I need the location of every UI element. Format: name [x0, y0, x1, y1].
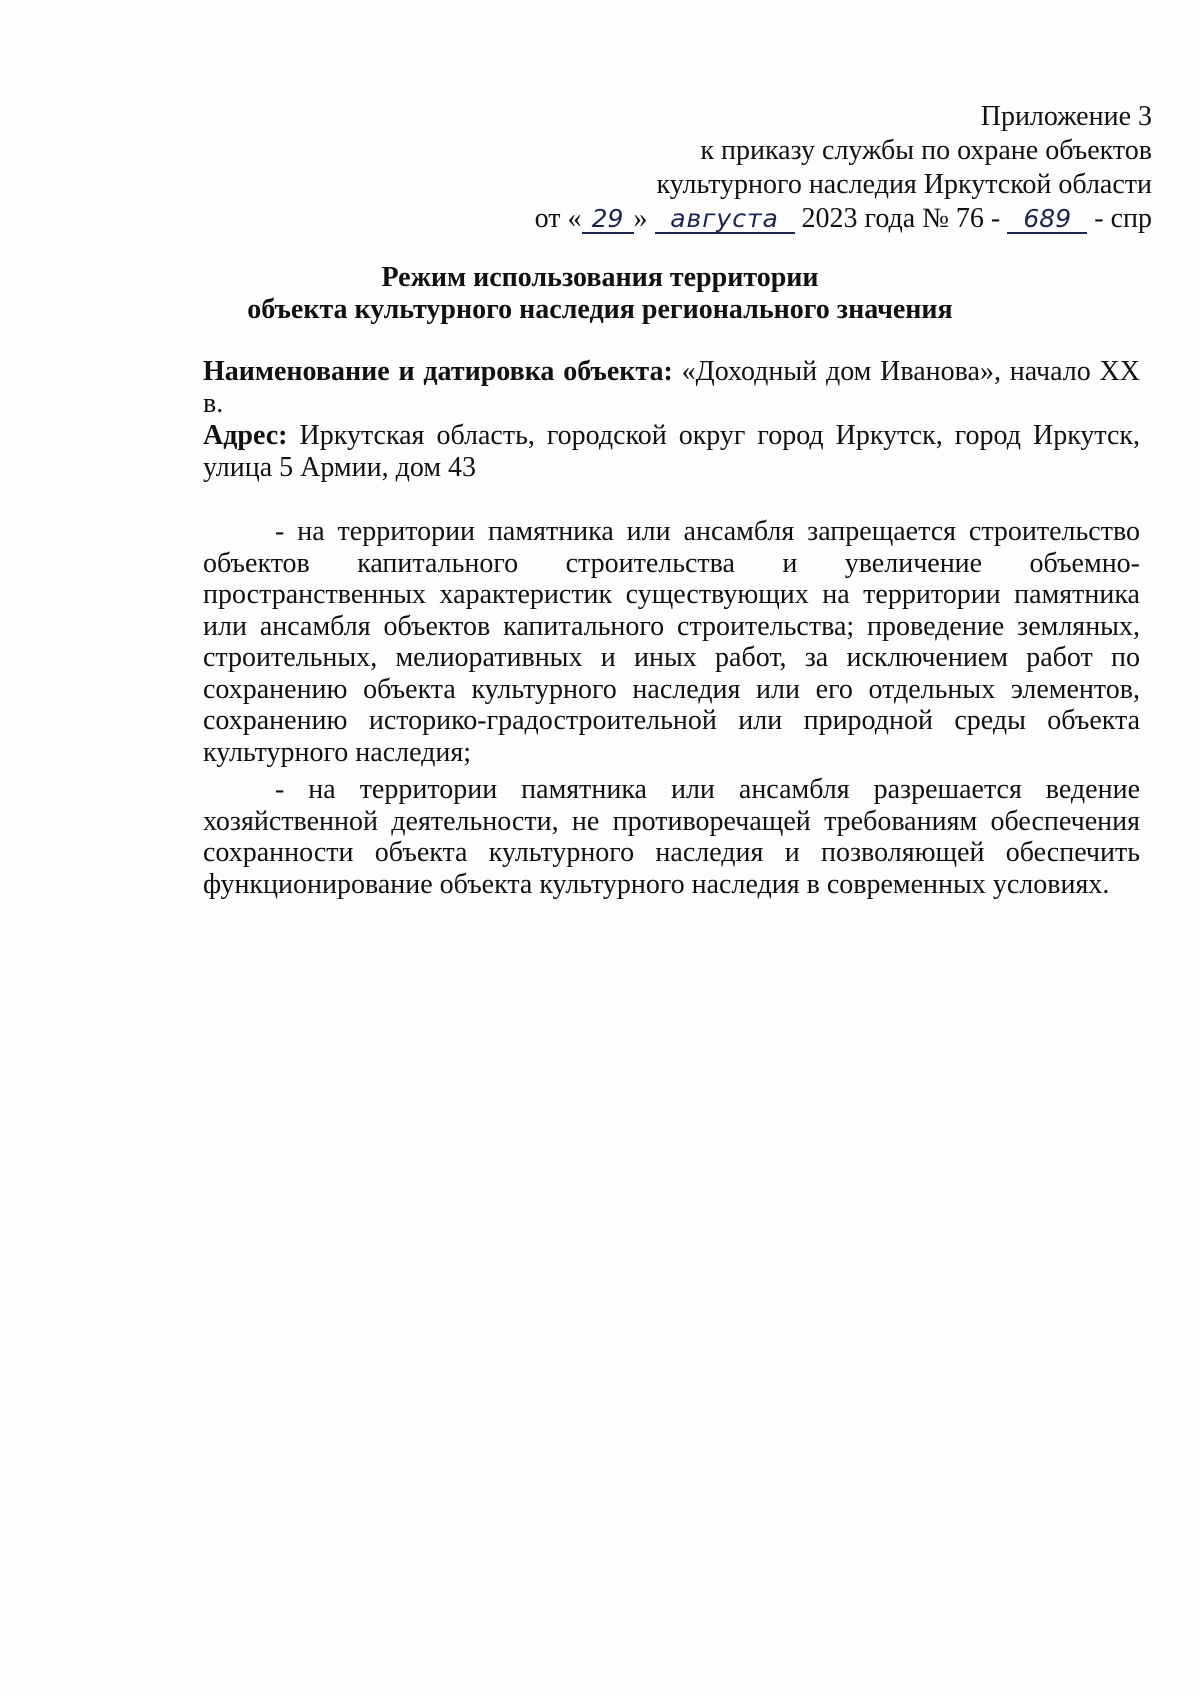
appendix-order-ref: к приказу службы по охране объектов	[700, 135, 1152, 166]
date-year-number: 2023 года № 76 -	[801, 203, 1001, 234]
appendix-header	[535, 100, 1152, 236]
date-quote-close: »	[633, 203, 648, 234]
object-name-value: «Доходный дом Иванова», начало XX в.	[203, 356, 1140, 419]
handwritten-order-number: 689	[1007, 206, 1087, 234]
usage-rules	[203, 516, 1140, 906]
document-title	[0, 262, 1200, 326]
order-suffix: - спр	[1094, 203, 1152, 234]
object-info	[203, 356, 1140, 484]
handwritten-day: 29	[582, 206, 634, 234]
object-address-paragraph	[203, 420, 1140, 484]
date-prefix: от «	[534, 203, 582, 234]
title-line-1: Режим использования территории	[381, 262, 819, 293]
appendix-title: Приложение 3	[980, 101, 1152, 132]
object-name-label: Наименование и датировка объекта:	[203, 356, 673, 387]
rule-permissions: - на территории памятника или ансамбля разрешается ведение хозяйственной деятельности, не противоречащей требованиям обеспечения сохранности объекта культурного наследия и позволяющей обеспечить функционирование объекта культурного наследия в современных условиях.	[203, 774, 1140, 900]
appendix-date-line	[535, 202, 1152, 236]
rule-prohibitions: - на территории памятника или ансамбля запрещается строительство объектов капитального строительства и увеличение объемно-пространственных характеристик существующих на территории памятника или ансамбля объектов капитального строительства; проведение земляных, строительных, мелиоративных и иных работ, за исключением работ по сохранению объекта культурного наследия или его отдельных элементов, сохранению историко-градостроительной или природной среды объекта культурного наследия;	[203, 516, 1140, 768]
object-address-label: Адрес:	[203, 420, 288, 451]
title-line-2: объекта культурного наследия регионального значения	[247, 294, 953, 325]
object-name-paragraph	[203, 356, 1140, 420]
object-address-value: Иркутская область, городской округ город Иркутск, город Иркутск, улица 5 Армии, дом 43	[203, 420, 1141, 483]
handwritten-month: августа	[655, 206, 795, 234]
appendix-authority: культурного наследия Иркутской области	[656, 169, 1152, 200]
